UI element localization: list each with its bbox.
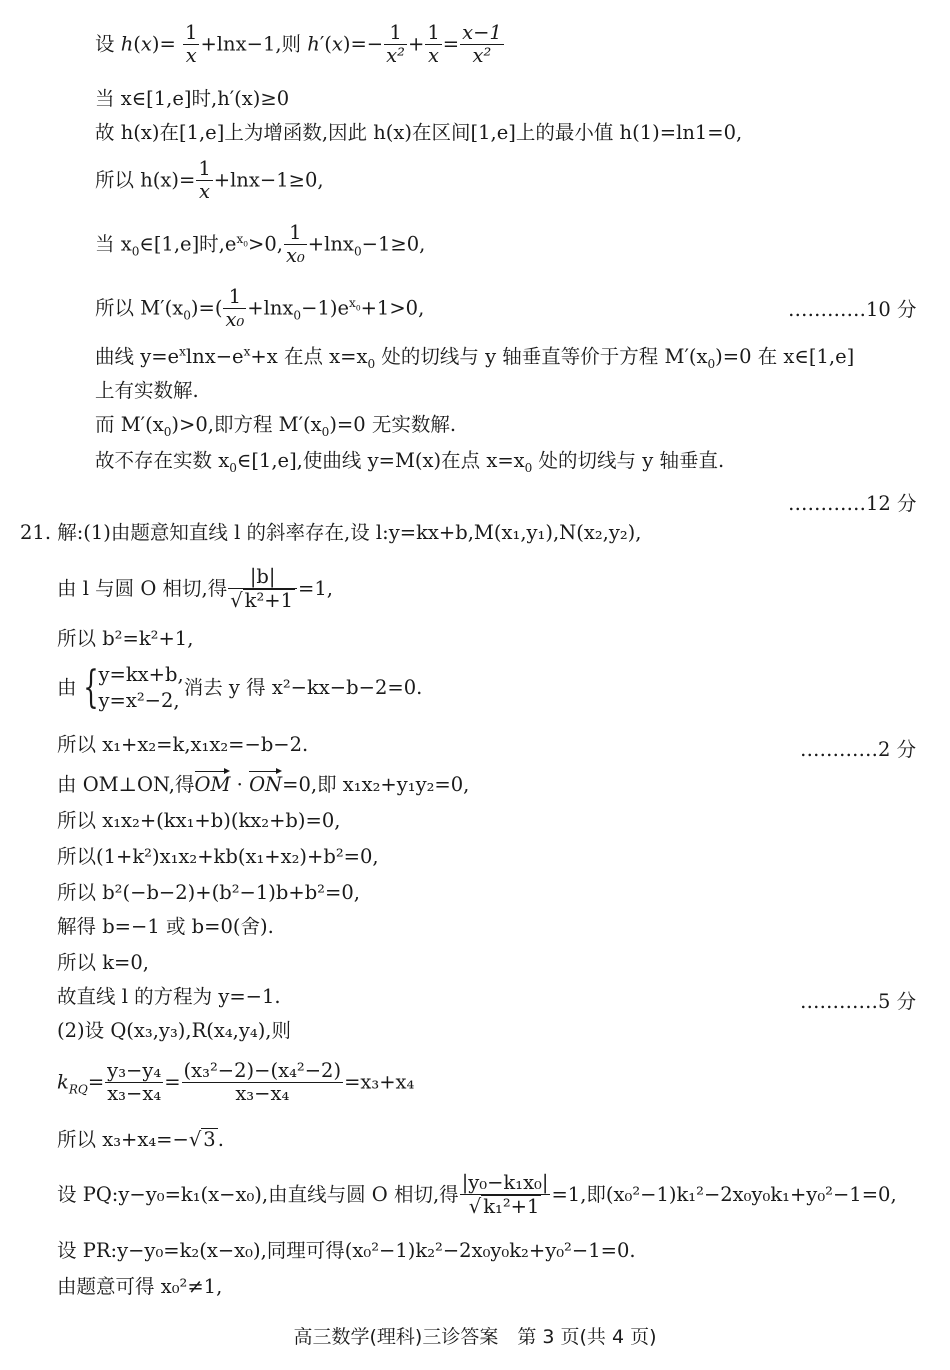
text-line: 而 $M'(x_0)>0$,即方程 $M'(x_0)=0$ 无实数解.: [95, 413, 457, 439]
text: 设 PQ:y−y₀=k₁(x−x₀),由直线与圆 O 相切,得: [57, 1182, 459, 1206]
fraction: $\frac{1}{x}$: [427, 21, 440, 68]
text-line: 故 h(x)在[1,e]上为增函数,因此 h(x)在区间[1,e]上的最小值 h(1)=ln1=0,: [95, 121, 743, 144]
text-line: 当 x∈[1,e]时,h′(x)≥0: [95, 87, 290, 110]
vector-om: OM: [194, 773, 231, 796]
fraction: $\frac{1}{\text{x₀}}$: [285, 221, 305, 268]
text: 所以 x₃+x₄=−: [57, 1128, 189, 1151]
text-line: 上有实数解.: [95, 379, 199, 402]
text: 处的切线与 y 轴垂直.: [532, 449, 725, 472]
text: 由 OM⊥ON,得: [57, 773, 195, 796]
text: )=(: [190, 296, 223, 320]
text-line: [95, 158, 324, 204]
text-line: 所以 b²=k²+1,: [57, 627, 194, 650]
text-line: 解得 b=−1 或 b=0(舍).: [57, 915, 274, 938]
text: −1)e: [301, 296, 350, 320]
text-line: 所以 $M'(x_0)=$( $\frac{1}{\text{x₀}}$ $+\ln x_0-1)e^{x_0}+1>0$,: [95, 285, 425, 332]
text-line: 所以 k=0,: [57, 951, 149, 974]
text-line: 所以 x₁+x₂=k,x₁x₂=−b−2.: [57, 733, 309, 756]
text: ·: [230, 773, 250, 796]
text: 曲线 y=e: [95, 345, 180, 368]
text: +lnx−1≥0,: [213, 168, 324, 192]
text: 设: [95, 32, 115, 56]
text: k: [57, 1070, 69, 1094]
fraction: $\frac{\text{(x₃²−2)−(x₄²−2)}}{\text{x₃−x₄}}$: [183, 1059, 342, 1106]
derivative-line: 设 h(x)= $\frac{1}{x}$ +lnx−1,则 h′(x)=− $\frac{1}{\text{x²}}$ + $\frac{1}{x}$ = $\frac{x-1}{\text{x²}}$: [95, 21, 502, 68]
text: .: [217, 1128, 224, 1151]
score-mark: …………10 分: [788, 298, 917, 321]
text-line: 设 PR:y−y₀=k₂(x−x₀),同理可得(x₀²−1)k₂²−2x₀y₀k₂+y₀²−1=0.: [57, 1239, 636, 1262]
text: 处的切线与 y 轴垂直等价于方程 M′(x: [375, 345, 708, 368]
text: =1,即(x₀²−1)k₁²−2x₀y₀k₁+y₀²−1=0,: [551, 1182, 897, 1206]
text: 消去 y 得 x²−kx−b−2=0.: [183, 675, 423, 699]
text-line: (2)设 Q(x₃,y₃),R(x₄,y₄),则: [57, 1019, 292, 1042]
text-line: 由题意可得 x₀²≠1,: [57, 1275, 223, 1298]
text: −1≥0,: [361, 232, 426, 256]
text: =x₃+x₄: [344, 1070, 415, 1094]
text: =0,即 x₁x₂+y₁y₂=0,: [282, 773, 470, 796]
text: +x 在点 x=x: [250, 345, 368, 368]
slope-line: $k_{RQ}=$ $\frac{\text{y₃−y₄}}{\text{x₃−x₄}}$ = $\frac{\text{(x₃²−2)−(x₄²−2)}}{\text{x₃−x₄}}$ =x₃+x₄: [57, 1059, 415, 1106]
text: )=0 无实数解.: [329, 413, 457, 436]
text-line: 所以 x₁x₂+(kx₁+b)(kx₂+b)=0,: [57, 809, 341, 832]
text-line: 曲线 $y=e^x\ln x-e^x+x$ 在点 $x=x_0$ 处的切线与 y 轴垂直等价于方程 $M'(x_0)=0$ 在 x∈[1,e]: [95, 344, 855, 371]
question-21-heading: 21. 解:(1)由题意知直线 l 的斜率存在,设 l:y=kx+b,M(x₁,y₁),N(x₂,y₂),: [20, 521, 642, 544]
score-mark: …………12 分: [788, 492, 917, 515]
vector-on: ON: [249, 773, 283, 796]
text-line: [57, 1172, 897, 1219]
text-line: 所以(1+k²)x₁x₂+kb(x₁+x₂)+b²=0,: [57, 845, 379, 868]
fraction: $\frac{1}{x}$: [198, 157, 211, 204]
equation-system: y=kx+b, y=x²−2,: [98, 663, 184, 713]
text: )>0,即方程 M′(x: [171, 413, 322, 436]
text-line: 当 $x_0\in[1,e]$时$,e^{x_0}>0$, $\frac{1}{\text{x₀}}$ +lnx$_0$−1≥0,: [95, 221, 426, 268]
text: 所以 h(x)=: [95, 168, 196, 192]
text: 由 l 与圆 O 相切,得: [57, 576, 228, 600]
text: =1,: [298, 576, 333, 600]
text: +1>0,: [360, 296, 425, 320]
text-line: 故直线 l 的方程为 y=−1.: [57, 985, 281, 1008]
text-line: 故不存在实数 $x_0\in[1,e]$,使曲线 y=M(x)在点 $x=x_0$ 处的切线与 y 轴垂直.: [95, 449, 725, 475]
text: >0,: [248, 232, 283, 256]
system-line: [57, 662, 422, 715]
text: 所以 M′(x: [95, 296, 184, 320]
page-footer: 高三数学(理科)三诊答案 第 3 页(共 4 页): [293, 1326, 657, 1348]
brace-icon: {: [82, 662, 99, 714]
text: +lnx−1,则: [200, 32, 302, 56]
fraction: $\frac{1}{\text{x²}}$: [386, 21, 405, 68]
text: +lnx: [247, 296, 294, 320]
score-mark: …………5 分: [800, 990, 917, 1013]
text-line: 所以 x₃+x₄=−√ 3 .: [57, 1128, 224, 1151]
fraction: $\frac{\text{|y₀−k₁x₀|}}{\text{√ k₁²+1}}$: [461, 1171, 549, 1219]
score-mark: …………2 分: [800, 738, 917, 761]
fraction: $\frac{1}{\text{x₀}}$: [225, 285, 245, 332]
text-line: 所以 b²(−b−2)+(b²−1)b+b²=0,: [57, 881, 360, 904]
fraction: $\frac{|b|}{\text{√ k²+1}}$: [228, 566, 297, 613]
text: +lnx: [307, 232, 354, 256]
radicand: 3: [203, 1128, 216, 1151]
text-line: [57, 566, 333, 613]
text-line: [57, 774, 469, 796]
text: 由: [57, 675, 77, 699]
text: 而 M′(x: [95, 413, 164, 436]
fraction: $\frac{\text{y₃−y₄}}{\text{x₃−x₄}}$: [107, 1059, 162, 1106]
text: lnx−e: [185, 345, 244, 368]
text: ∈[1,e]时,e: [139, 232, 237, 256]
text: )=0 在 x∈[1,e]: [715, 345, 855, 368]
fraction: $\frac{1}{x}$: [185, 21, 198, 68]
fraction: $\frac{x-1}{\text{x²}}$: [462, 21, 502, 68]
text: ∈[1,e],使曲线 y=M(x)在点 x=x: [236, 449, 525, 472]
text: 当 x: [95, 232, 132, 256]
text: 故不存在实数 x: [95, 449, 230, 472]
